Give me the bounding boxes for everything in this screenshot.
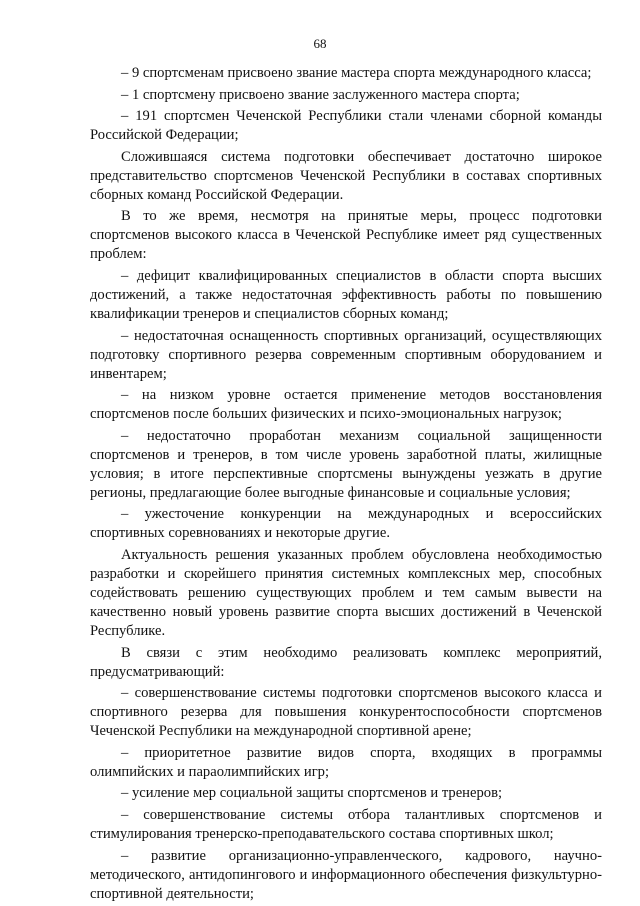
paragraph: – дефицит квалифицированных специалистов в области спорта высших достижений, а также недостаточная эффективность работы по повышению квалификации тренеров и специалистов сборных команд; [90,267,602,322]
paragraph: В связи с этим необходимо реализовать комплекс мероприятий, предусматривающий: [90,644,602,680]
paragraph: Сложившаяся система подготовки обеспечивает достаточно широкое представительство спортсменов Чеченской Республики в составах спортивных сборных команд Российской Федерации. [90,148,602,203]
paragraph: Актуальность решения указанных проблем обусловлена необходимостью разработки и скорейшего принятия системных комплексных мер, способных содействовать решению существующих проблем и тем самым вывести на качественно новый уровень развитие спорта высших достижений в Чеченской Республике. [90,546,602,639]
paragraph: – 1 спортсмену присвоено звание заслуженного мастера спорта; [121,86,520,103]
paragraph: В то же время, несмотря на принятые меры, процесс подготовки спортсменов высокого класса в Чеченской Республике имеет ряд существенных проблем: [90,208,602,263]
paragraph: – на низком уровне остается применение методов восстановления спортсменов после больших физических и психо-эмоциональных нагрузок; [90,387,602,423]
document-body [90,64,602,906]
paragraph: – совершенствование системы отбора талантливых спортсменов и стимулирования тренерско-преподавательского состава спортивных школ; [90,806,602,842]
paragraph: – приоритетное развитие видов спорта, входящих в программы олимпийских и параолимпийских игр; [90,744,602,780]
paragraph: – ужесточение конкуренции на международных и всероссийских спортивных соревнованиях и некоторые другие. [90,506,602,542]
paragraph: – развитие организационно-управленческого, кадрового, научно-методического, антидопингового и информационного обеспечения физкультурно-спортивной деятельности; [90,847,602,902]
paragraph: – совершенствование системы подготовки спортсменов высокого класса и спортивного резерва для повышения конкурентоспособности спортсменов Чеченской Республики на международной спортивной арене; [90,685,602,740]
paragraph: – 191 спортсмен Чеченской Республики стали членами сборной команды Российской Федерации; [90,108,602,144]
paragraph: – недостаточно проработан механизм социальной защищенности спортсменов и тренеров, в том числе уровень заработной платы, жилищные условия; в итоге перспективные спортсмены вынуждены уезжать в другие регионы, предлагающие более выгодные финансовые и социальные условия; [90,427,602,501]
paragraph: – 9 спортсменам присвоено звание мастера спорта международного класса; [121,65,592,81]
paragraph: – недостаточная оснащенность спортивных организаций, осуществляющих подготовку спортивного резерва современным спортивным оборудованием и инвентарем; [90,327,602,382]
page-number: 68 [313,36,327,51]
paragraph: – усиление мер социальной защиты спортсменов и тренеров; [121,785,503,802]
